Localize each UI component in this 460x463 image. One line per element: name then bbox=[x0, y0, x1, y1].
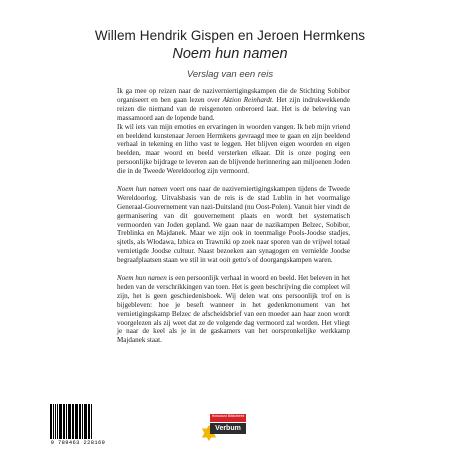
paragraph-text: Ik wil iets van mijn emoties en ervaringen in woorden vangen. Ik heb mijn vriend en beeldend kunstenaar Jeroen Hermkens gevraagd mee te gaan en zijn beeldend verhaal in tekening en litho vast te leggen. Het blijven eigen woorden en eigen beelden, maar woord en beeld versterken elkaar. Dit is onze poging een persoonlijke bijdrage te leveren aan de blijvende herinnering aan miljoenen Joden die in de Tweede Wereldoorlog zijn vermoord. bbox=[117, 122, 350, 176]
blurb-paragraph bbox=[117, 87, 350, 123]
authors-line: Willem Hendrik Gispen en Jeroen Hermkens bbox=[94, 28, 366, 43]
publisher-logo bbox=[198, 410, 245, 450]
paragraph-text: voert ons naar de naziverniertigingskampen tijdens de Tweede Wereldoorlog. Uitvalsbasis van de reis is de stad Lublin in het voormalige Generaal-Gouvernement van nazi-Duitsland (nu Oost-Polen). Vanuit hier vindt de germanisering van dit gouvernement plaats en wordt het systematisch vermoorden van Joden gepland. We gaan naar de nazikampen Belzec, Sobibor, Treblinka en Majdanek. Maar we zijn ook in toenmalige Pools-Joodse stadjes, sjtetls, als Włodawa, Izbica en Trawniki op zoek naar sporen van de vrijwel totaal vernietigde Joodse cultuur. Naast bezoeken aan synagogen en vernielde Joodse begraafplaatsen staan we stil in wat ooit getto's of doorgangskampen waren. bbox=[117, 184, 350, 265]
isbn-number: 9 789463 228169 bbox=[50, 440, 106, 446]
series-label: Holocaust Bibliotheek bbox=[210, 414, 246, 422]
blurb-paragraph bbox=[117, 185, 350, 265]
publisher-badge bbox=[210, 414, 246, 438]
blurb-text bbox=[117, 87, 350, 345]
paragraph-text: Ik ga mee op reizen naar de naziverniertigingskampen die de Stichting Sobibor organiseert en ben gaan lezen over bbox=[117, 87, 350, 104]
italic-title-text: Noem hun namen bbox=[117, 274, 167, 282]
paragraph-text: is een persoonlijk verhaal in woord en beeld. Het beleven in het heden van de verschrikkingen van toen. Het is geen beschrijving die compleet wil zijn, het is geen geschiedenisboek. Wij delen wat ons persoonlijk trof en is bijgebleven: hoe je beseft wanneer in het gedenkmonument van het vernietigingskamp Belzec de afscheidsbrief van een moeder aan haar zoon wordt voorgelezen als zij weet dat ze de volgende dag vermoord zal worden. Het vliegt je naar de keel als je in de gaskamers van het oorspronkelijke werkkamp Majdanek staat. bbox=[117, 274, 351, 345]
italic-title-text: Aktion Reinhardt bbox=[222, 95, 272, 104]
italic-title-text: Noem hun namen bbox=[117, 184, 168, 193]
barcode-bars bbox=[50, 404, 110, 439]
publisher-name: Verbum bbox=[210, 423, 246, 434]
book-title: Noem hun namen bbox=[172, 46, 288, 62]
paragraph-text: . Het zijn indrukwekkende reizen die niemand van de reisgenoten onberoerd laat. Het is de beleving van massamoord aan de lopende band. bbox=[117, 95, 350, 122]
blurb-paragraph bbox=[117, 274, 350, 345]
blurb-paragraph bbox=[117, 123, 350, 176]
isbn-barcode bbox=[44, 404, 112, 448]
book-subtitle: Verslag van een reis bbox=[186, 69, 274, 80]
